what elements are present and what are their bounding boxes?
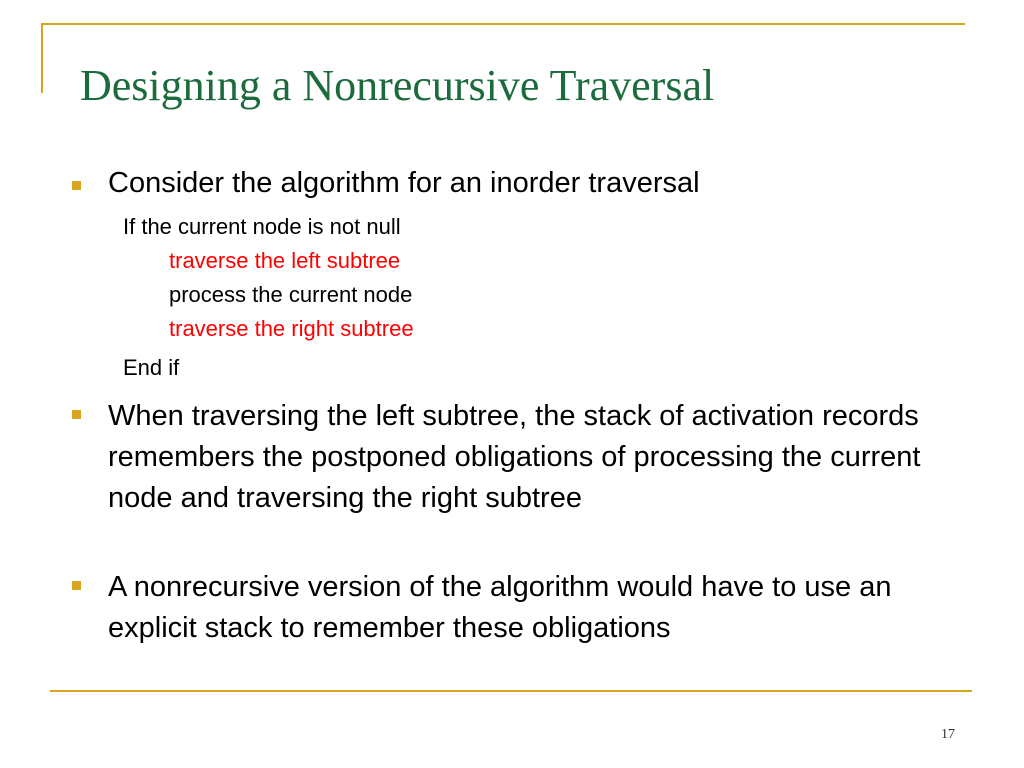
square-bullet-icon bbox=[72, 181, 81, 190]
page-number: 17 bbox=[941, 727, 955, 742]
bullet-text: Consider the algorithm for an inorder traversal bbox=[108, 167, 700, 199]
algorithm-line-process: process the current node bbox=[169, 282, 413, 307]
algorithm-line-left: traverse the left subtree bbox=[169, 248, 401, 273]
bullet-text: When traversing the left subtree, the stack of activation records remembers the postponed obligations of processing the current node and traversing the right subtree bbox=[108, 400, 921, 514]
left-rule bbox=[41, 23, 43, 93]
bullet-text: A nonrecursive version of the algorithm would have to use an explicit stack to remember these obligations bbox=[108, 571, 892, 644]
square-bullet-icon bbox=[72, 410, 81, 419]
algorithm-line-end: End if bbox=[123, 355, 180, 380]
algorithm-block bbox=[123, 210, 414, 385]
slide-title: Designing a Nonrecursive Traversal bbox=[80, 61, 715, 110]
bottom-rule bbox=[50, 690, 972, 692]
algorithm-line-right: traverse the right subtree bbox=[169, 316, 414, 341]
square-bullet-icon bbox=[72, 581, 81, 590]
top-rule bbox=[41, 23, 965, 25]
algorithm-line-if: If the current node is not null bbox=[123, 214, 401, 239]
